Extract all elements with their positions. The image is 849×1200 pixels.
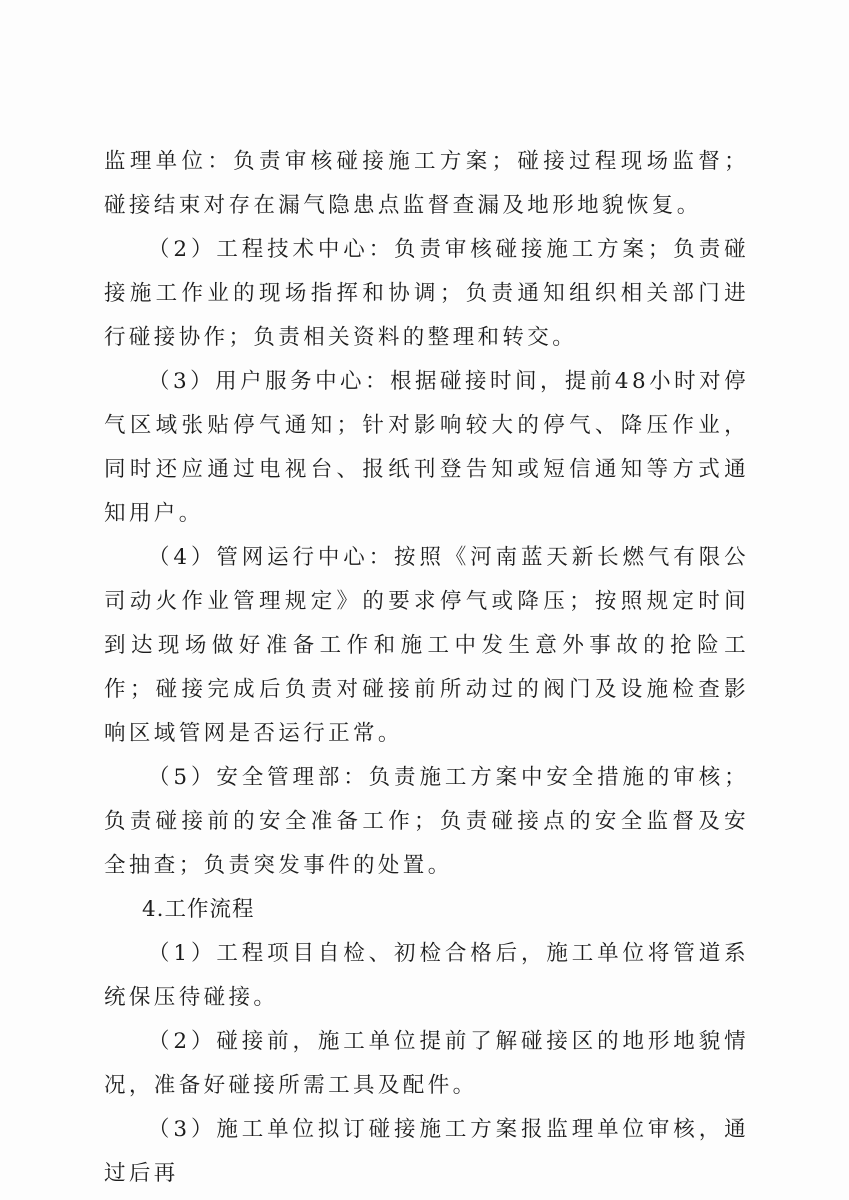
paragraph-engineering-center: （2）工程技术中心：负责审核碰接施工方案；负责碰接施工作业的现场指挥和协调；负责通知组织相关部门进行碰接协作；负责相关资料的整理和转交。: [104, 237, 749, 350]
paragraph-pipeline-operation-center: （4）管网运行中心：按照《河南蓝天新长燃气有限公司动火作业管理规定》的要求停气或降压；按照规定时间到达现场做好准备工作和施工中发生意外事故的抢险工作；碰接完成后负责对碰接前所动过的阀门及设施检查影响区域管网是否运行正常。: [104, 545, 749, 746]
document-body: [104, 140, 749, 1196]
workflow-step-2: （2）碰接前，施工单位提前了解碰接区的地形地貌情况，准备好碰接所需工具及配件。: [104, 1029, 749, 1098]
paragraph-customer-service-center: （3）用户服务中心：根据碰接时间，提前48小时对停气区域张贴停气通知；针对影响较大的停气、降压作业，同时还应通过电视台、报纸刊登告知或短信通知等方式通知用户。: [104, 369, 749, 526]
paragraph-safety-department: （5）安全管理部：负责施工方案中安全措施的审核；负责碰接前的安全准备工作；负责碰接点的安全监督及安全抽查；负责突发事件的处置。: [104, 765, 749, 878]
workflow-step-3: （3）施工单位拟订碰接施工方案报监理单位审核，通过后再: [104, 1117, 749, 1186]
workflow-step-1: （1）工程项目自检、初检合格后，施工单位将管道系统保压待碰接。: [104, 941, 749, 1010]
paragraph-supervision-unit: 监理单位：负责审核碰接施工方案；碰接过程现场监督；碰接结束对存在漏气隐患点监督查漏及地形地貌恢复。: [104, 149, 749, 218]
section-heading-workflow: 4.工作流程: [142, 897, 255, 922]
